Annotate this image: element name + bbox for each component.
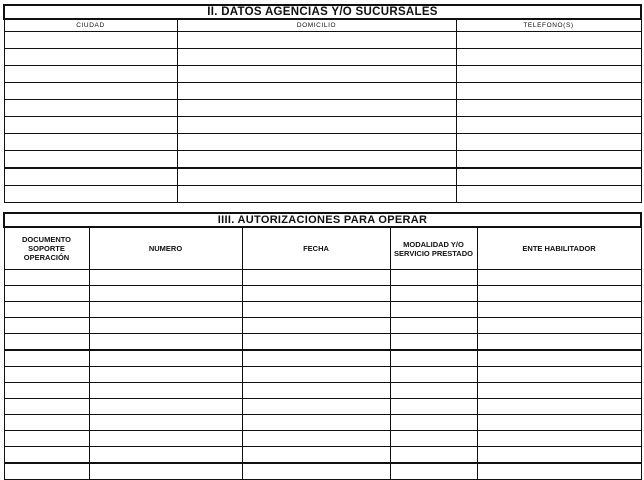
- autorizacion-cell[interactable]: [477, 270, 641, 286]
- autorizacion-cell[interactable]: [89, 415, 242, 431]
- autorizacion-cell[interactable]: [242, 463, 390, 480]
- autorizaciones-rows: [4, 270, 641, 480]
- column-header-domicilio: DOMICILIO: [177, 19, 456, 32]
- autorizacion-cell[interactable]: [390, 318, 477, 334]
- autorizacion-cell[interactable]: [242, 286, 390, 302]
- autorizacion-row: [4, 334, 641, 351]
- column-header-modalidad: MODALIDAD Y/O SERVICIO PRESTADO: [390, 227, 477, 270]
- agencia-cell[interactable]: [456, 32, 641, 49]
- autorizacion-cell[interactable]: [4, 447, 89, 464]
- column-header-fecha: FECHA: [242, 227, 390, 270]
- autorizacion-cell[interactable]: [477, 447, 641, 464]
- autorizacion-cell[interactable]: [242, 270, 390, 286]
- autorizacion-cell[interactable]: [89, 383, 242, 399]
- autorizacion-cell[interactable]: [390, 399, 477, 415]
- column-header-telefono: TELEFONO(S): [456, 19, 641, 32]
- autorizacion-cell[interactable]: [477, 431, 641, 447]
- autorizacion-cell[interactable]: [4, 415, 89, 431]
- autorizacion-cell[interactable]: [4, 334, 89, 351]
- autorizacion-cell[interactable]: [4, 318, 89, 334]
- autorizacion-cell[interactable]: [4, 399, 89, 415]
- column-header-ente: ENTE HABILITADOR: [477, 227, 641, 270]
- autorizacion-row: [4, 286, 641, 302]
- autorizacion-cell[interactable]: [89, 367, 242, 383]
- autorizacion-cell[interactable]: [477, 463, 641, 480]
- autorizacion-cell[interactable]: [390, 270, 477, 286]
- agencia-row: [4, 134, 641, 151]
- agencia-cell[interactable]: [456, 134, 641, 151]
- agencia-row: [4, 168, 641, 186]
- agencia-cell[interactable]: [4, 66, 177, 83]
- agencia-cell[interactable]: [177, 83, 456, 100]
- agencias-table: [3, 4, 642, 203]
- autorizacion-cell[interactable]: [4, 302, 89, 318]
- autorizacion-cell[interactable]: [89, 270, 242, 286]
- agencia-cell[interactable]: [4, 134, 177, 151]
- autorizacion-cell[interactable]: [242, 350, 390, 367]
- agencia-cell[interactable]: [4, 117, 177, 134]
- agencia-cell[interactable]: [456, 83, 641, 100]
- autorizacion-cell[interactable]: [242, 367, 390, 383]
- agencia-cell[interactable]: [177, 186, 456, 203]
- autorizacion-cell[interactable]: [390, 302, 477, 318]
- autorizacion-cell[interactable]: [4, 367, 89, 383]
- agencia-cell[interactable]: [456, 49, 641, 66]
- agencia-row: [4, 83, 641, 100]
- autorizacion-cell[interactable]: [390, 447, 477, 464]
- column-header-numero: NUMERO: [89, 227, 242, 270]
- autorizacion-cell[interactable]: [477, 318, 641, 334]
- autorizacion-row: [4, 318, 641, 334]
- autorizacion-row: [4, 367, 641, 383]
- autorizacion-cell[interactable]: [89, 286, 242, 302]
- autorizacion-cell[interactable]: [477, 399, 641, 415]
- agencias-rows: [4, 32, 641, 203]
- autorizacion-cell[interactable]: [4, 463, 89, 480]
- autorizacion-cell[interactable]: [89, 334, 242, 351]
- agencia-cell[interactable]: [177, 49, 456, 66]
- autorizacion-cell[interactable]: [89, 463, 242, 480]
- column-header-ciudad: CIUDAD: [4, 19, 177, 32]
- autorizacion-cell[interactable]: [242, 302, 390, 318]
- agencia-cell[interactable]: [177, 168, 456, 186]
- agencia-row: [4, 66, 641, 83]
- autorizacion-cell[interactable]: [477, 286, 641, 302]
- autorizacion-row: [4, 383, 641, 399]
- agencia-row: [4, 186, 641, 203]
- autorizacion-cell[interactable]: [390, 383, 477, 399]
- agencia-cell[interactable]: [4, 186, 177, 203]
- autorizacion-cell[interactable]: [242, 415, 390, 431]
- autorizacion-cell[interactable]: [89, 318, 242, 334]
- agencia-row: [4, 49, 641, 66]
- autorizacion-cell[interactable]: [89, 302, 242, 318]
- agencia-cell[interactable]: [4, 100, 177, 117]
- agencia-cell[interactable]: [177, 66, 456, 83]
- autorizacion-cell[interactable]: [4, 286, 89, 302]
- autorizaciones-table: [3, 212, 642, 480]
- autorizacion-cell[interactable]: [89, 431, 242, 447]
- autorizacion-row: [4, 399, 641, 415]
- section-title-autorizaciones: IIII. AUTORIZACIONES PARA OPERAR: [4, 213, 641, 227]
- autorizacion-cell[interactable]: [477, 367, 641, 383]
- autorizacion-cell[interactable]: [4, 383, 89, 399]
- autorizacion-cell[interactable]: [390, 286, 477, 302]
- agencia-row: [4, 100, 641, 117]
- agencia-cell[interactable]: [4, 83, 177, 100]
- autorizacion-cell[interactable]: [477, 383, 641, 399]
- autorizacion-cell[interactable]: [242, 318, 390, 334]
- agencia-cell[interactable]: [4, 151, 177, 169]
- autorizacion-row: [4, 350, 641, 367]
- autorizacion-cell[interactable]: [390, 415, 477, 431]
- autorizacion-cell[interactable]: [89, 399, 242, 415]
- agencia-cell[interactable]: [456, 117, 641, 134]
- agencia-row: [4, 32, 641, 49]
- autorizacion-cell[interactable]: [390, 431, 477, 447]
- autorizacion-row: [4, 270, 641, 286]
- agencia-cell[interactable]: [456, 66, 641, 83]
- agencia-cell[interactable]: [4, 32, 177, 49]
- autorizacion-cell[interactable]: [390, 367, 477, 383]
- agencia-cell[interactable]: [177, 117, 456, 134]
- autorizacion-cell[interactable]: [242, 431, 390, 447]
- autorizacion-row: [4, 447, 641, 464]
- agencia-cell[interactable]: [177, 134, 456, 151]
- autorizacion-cell[interactable]: [4, 270, 89, 286]
- agencia-cell[interactable]: [4, 49, 177, 66]
- autorizacion-cell[interactable]: [242, 334, 390, 351]
- autorizacion-cell[interactable]: [4, 431, 89, 447]
- agencia-cell[interactable]: [456, 100, 641, 117]
- agencia-cell[interactable]: [177, 32, 456, 49]
- autorizacion-cell[interactable]: [89, 350, 242, 367]
- agencia-cell[interactable]: [456, 151, 641, 169]
- agencia-cell[interactable]: [4, 168, 177, 186]
- autorizacion-cell[interactable]: [477, 415, 641, 431]
- autorizacion-row: [4, 302, 641, 318]
- column-header-documento: DOCUMENTO SOPORTE OPERACIÓN: [4, 227, 89, 270]
- autorizacion-cell[interactable]: [4, 350, 89, 367]
- autorizacion-row: [4, 415, 641, 431]
- agencia-row: [4, 117, 641, 134]
- autorizacion-cell[interactable]: [477, 334, 641, 351]
- autorizacion-cell[interactable]: [242, 383, 390, 399]
- agencia-row: [4, 151, 641, 169]
- autorizacion-cell[interactable]: [242, 399, 390, 415]
- agencia-cell[interactable]: [177, 151, 456, 169]
- agencia-cell[interactable]: [456, 168, 641, 186]
- autorizacion-cell[interactable]: [390, 463, 477, 480]
- section-title-agencias: II. DATOS AGENCIAS Y/O SUCURSALES: [4, 5, 641, 19]
- autorizacion-cell[interactable]: [477, 302, 641, 318]
- autorizacion-row: [4, 463, 641, 480]
- autorizacion-row: [4, 431, 641, 447]
- agencia-cell[interactable]: [177, 100, 456, 117]
- autorizacion-cell[interactable]: [89, 447, 242, 464]
- agencia-cell[interactable]: [456, 186, 641, 203]
- autorizacion-cell[interactable]: [477, 350, 641, 367]
- autorizacion-cell[interactable]: [390, 350, 477, 367]
- autorizacion-cell[interactable]: [242, 447, 390, 464]
- autorizacion-cell[interactable]: [390, 334, 477, 351]
